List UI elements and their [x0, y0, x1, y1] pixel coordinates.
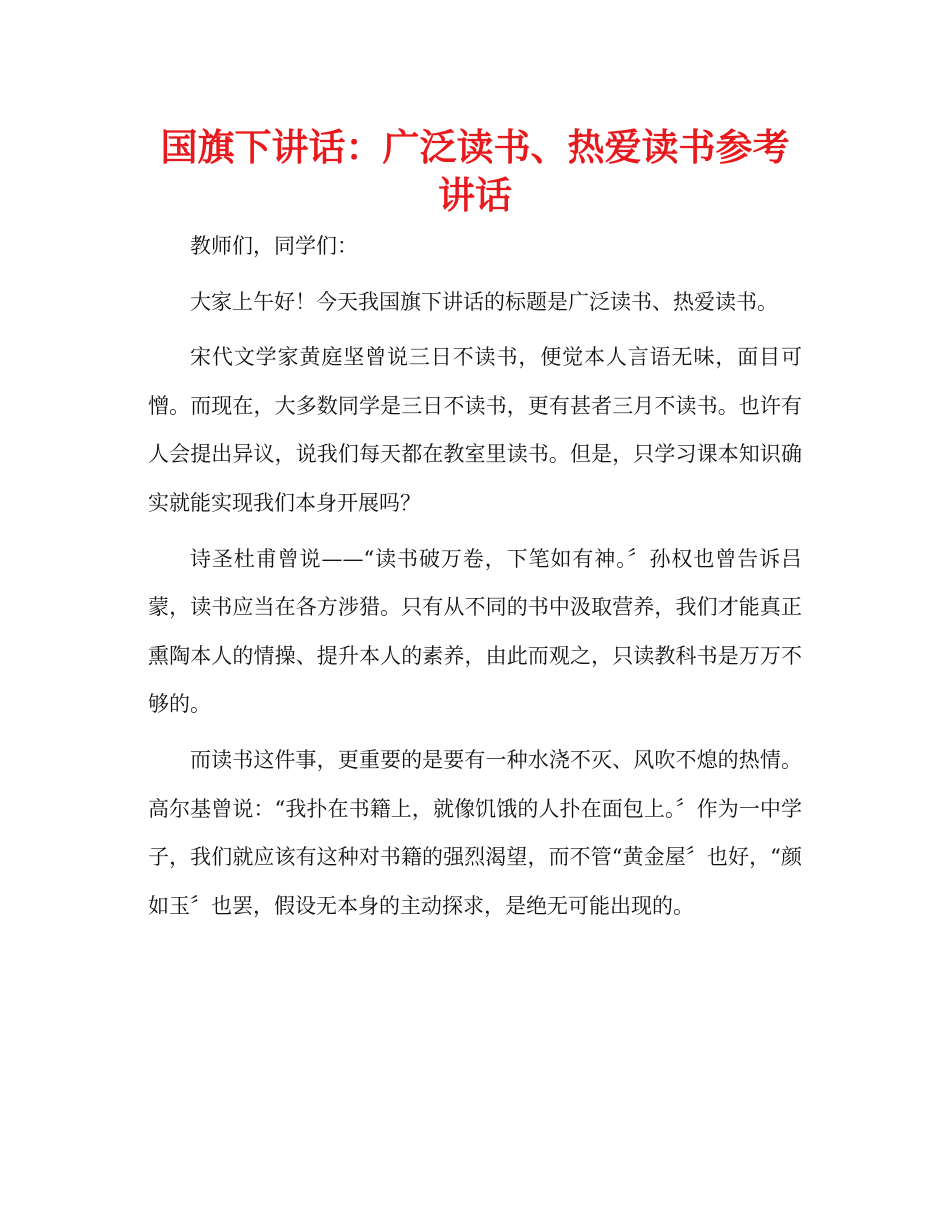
paragraph-greeting: 大家上午好！今天我国旗下讲话的标题是广泛读书、热爱读书。: [190, 289, 778, 314]
document-body: [148, 222, 802, 937]
paragraph-salutation: 教师们，同学们：: [190, 234, 358, 258]
document-title: 国旗下讲话：广泛读书、热爱读书参考讲话: [160, 126, 790, 217]
paragraph-du-fu: 诗圣杜甫曾说——“读书破万卷，下笔如有神。〞孙权也曾告诉吕蒙，读书应当在各方涉猎。只有从不同的书中汲取营养，我们才能真正熏陶本人的情操、提升本人的素养，由此而观之，只读教科书是万万不够的。: [148, 546, 802, 717]
paragraph-huang-tingjian: 宋代文学家黄庭坚曾说三日不读书，便觉本人言语无味，面目可憎。而现在，大多数同学是三日不读书，更有甚者三月不读书。也许有人会提出异议，说我们每天都在教室里读书。但是，只学习课本知识确实就能实现我们本身开展吗？: [148, 345, 802, 515]
paragraph-gorky: 而读书这件事，更重要的是要有一种水浇不灭、风吹不熄的热情。高尔基曾说：“我扑在书籍上，就像饥饿的人扑在面包上。〞作为一中学子，我们就应该有这种对书籍的强烈渴望，而不管“黄金屋〞也好，“颜如玉〞也罢，假设无本身的主动探求，是绝无可能出现的。: [148, 747, 802, 918]
